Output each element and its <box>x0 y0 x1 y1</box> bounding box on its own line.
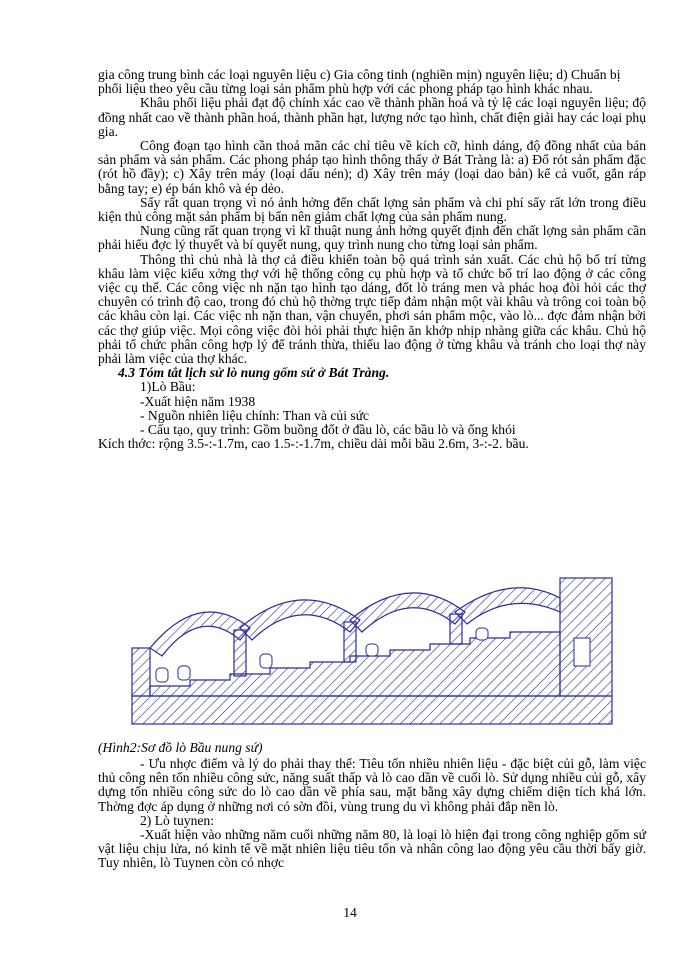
lo-bau-item: -Xuất hiện năm 1938 <box>140 393 256 409</box>
lo-bau-item: - Cấu tạo, quy trình: Gồm buồng đốt ở đầu lò, các bầu lò và ống khói <box>140 422 516 438</box>
lo-tuynen-title: 2) Lò tuynen: <box>140 812 214 828</box>
lo-bau-dimensions: Kích thớc: rộng 3.5-:-1.7m, cao 1.5-:-1.7m, chiều dài mỗi bầu 2.6m, 3-:-2. bầu. <box>98 436 529 452</box>
lo-bau-title: 1)Lò Bầu: <box>140 379 196 395</box>
paragraph: gia công trung bình các loại nguyên liệu c) Gia công tinh (nghiền mịn) nguyên liệu; d) Chuẩn bị phối liệu theo yêu cầu từng loại sản phẩm phù hợp với các phong pháp tạo hình khác nhau. <box>98 67 621 97</box>
kiln-diagram <box>130 568 614 726</box>
paragraph: Sấy rất quan trọng vì nó ảnh hởng đến chất lợng sản phẩm và chi phí sấy rất lớn trong điều kiện thủ công mặt sản phẩm bị bẩn nên giảm chất lợng của sản phẩm nung. <box>98 194 646 225</box>
paragraph: - Ưu nhợc điểm và lý do phải thay thế: Tiêu tốn nhiều nhiên liệu - đặc biệt củi gỗ, làm việc thủ công nên tốn nhiều công sức, năng suất thấp và lò cao dần về cuối lò. Sử dụng nhiều củi gỗ, xây dựng tốn nhiều công sức do lò cao dần về phía sau, mặt bằng xây dựng chiếm diện tích khá lớn. Thờng đợc áp dụng ở những nơi có sờn đồi, vùng trung du vì không phải đắp nền lò. <box>98 756 646 814</box>
paragraph: Nung cũng rất quan trọng vì kĩ thuật nung ảnh hởng quyết định đến chất lợng sản phẩm cần phải hiểu đợc lý thuyết và bí quyết nung, quy trình nung cho từng loại sản phẩm. <box>98 223 646 253</box>
figure-caption: (Hình2:Sơ đồ lò Bầu nung sứ) <box>98 740 263 755</box>
lo-tuynen-text: -Xuất hiện vào những năm cuối những năm 80, là loại lò hiện đại trong công nghiệp gốm sứ vật liệu chịu lửa, nó kinh tế về mặt nhiên liệu tiêu tốn và nhân công lao động yêu cầu thời bấy giờ. Tuy nhiên, lò Tuynen còn có nhợc <box>98 827 646 871</box>
paragraph: Thông thì chủ nhà là thợ cả điều khiển toàn bộ quá trình sản xuất. Các chủ hộ bố trí từng khâu làm việc kiểu xởng thợ với hệ thống công cụ phù hợp và tổ chức bố trí lao động ở các công việc cụ thể. Các công việc nh nặn tạo hình tạo dáng, đốt lò tráng men và phác hoạ đòi hỏi các thợ chuyên có trình độ cao, trong đó chủ hộ thờng trực tiếp đảm nhận một vài khâu và trông coi toàn bộ các khâu còn lại. Các việc nh nặn than, vận chuyển, phơi sản phẩm mộc, vào lò... đợc đảm nhận bởi các thợ giúp việc. Mọi công việc đòi hỏi phải thực hiện ăn khớp nhịp nhàng giữa các khâu. Chủ hộ phải tổ chức phân công hợp lý để tránh thừa, thiếu lao động ở từng khâu và tránh cho loại thợ này phải làm việc của thợ khác. <box>98 251 646 367</box>
body-text-top <box>98 68 646 451</box>
page-number: 14 <box>343 905 357 920</box>
paragraph: Khâu phối liệu phải đạt độ chính xác cao về thành phần hoá và tỷ lệ các loại nguyên liệu; độ đồng nhất cao về thành phần hoá, thành phần hạt, lượng nớc tạo hình, chất điện giải hay các loại phụ gia. <box>98 95 646 139</box>
section-heading: 4.3 Tóm tắt lịch sử lò nung gốm sứ ở Bát Tràng. <box>118 365 390 381</box>
kiln-body <box>132 578 612 724</box>
paragraph: Công đoạn tạo hình cần thoả mãn các chỉ tiêu về kích cỡ, hình dáng, độ đồng nhất của bán sản phẩm và sản phẩm. Các phong pháp tạo hình thông thấy ở Bát Tràng là: a) Đổ rót sản phẩm đặc (rót hồ đầy); c) Xây trên máy (loại dấu nén); d) Xây trên máy (loại dao bản) kể cả vuốt, gắn ráp bằng tay; e) ép bán khô và ép dẻo. <box>98 138 646 196</box>
lo-bau-item: - Nguồn nhiên liệu chính: Than và củi sức <box>140 407 370 423</box>
body-text-bottom <box>98 757 646 871</box>
